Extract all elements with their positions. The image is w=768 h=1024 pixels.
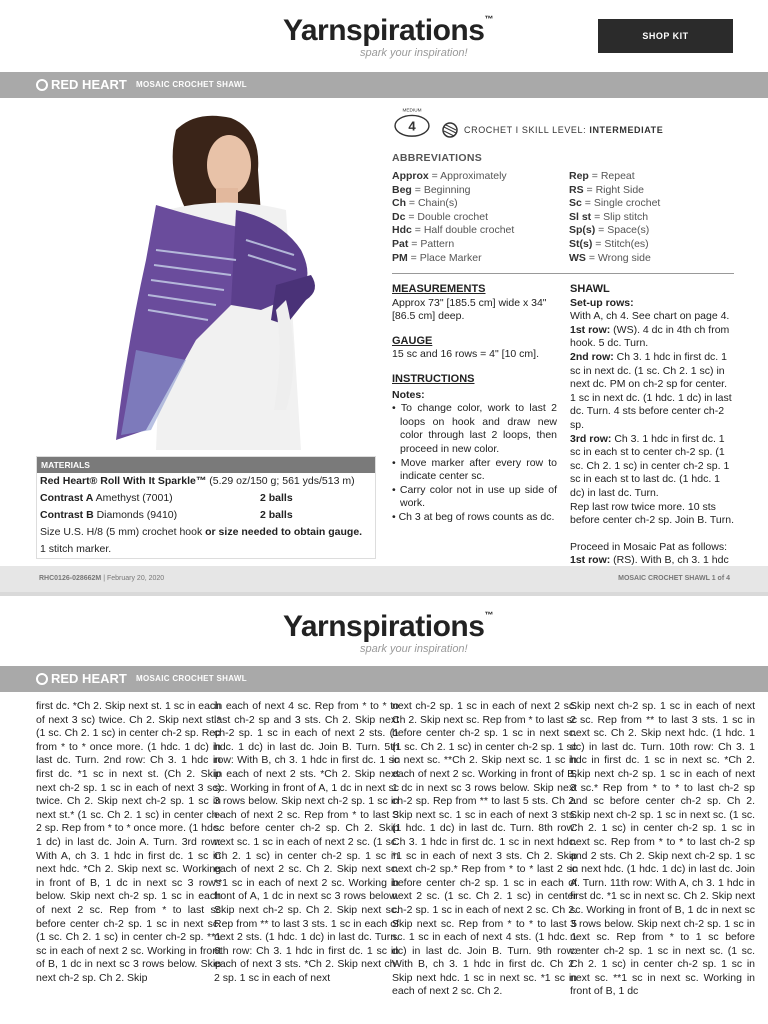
abbreviation-item: Rep = Repeat — [569, 170, 635, 182]
text-column-4: Skip next ch-2 sp. 1 sc in each of next 2 sc. Rep from ** to last 3 sts. 1 sc in next sc. Ch 2. Skip next hdc. (1 hdc. 1 dc) in last dc. Turn. 10th row: Ch 3. 1 hdc in first dc. 1 sc in next sc. *Ch 2. Skip next ch-2 sp. 1 sc in each of next 3 sc.* Rep from * to * to last ch-2 sp and sc before center ch-2 sp. Ch 2. Skip next ch-2 sp. 1 sc in next sc. (1 sc. Ch 2. 1 sc) in center ch-2 sp. 1 sc in next sc. Rep from * to * to last ch-2 sp and 2 sts. Ch 2. Skip next ch-2 sp. 1 sc in next hdc. (1 hdc. 1 dc) in last dc. Join A. Turn. 11th row: With A, ch 3. 1 hdc in first dc. *1 sc in next sc. Ch 2. Skip next sc. Working in front of B, 1 dc in next sc 3 rows below. Skip next ch-2 sp. 1 sc in next sc. Rep from * to 1 sc before center ch-2 sp. 1 sc in next sc. (1 sc. Ch 2. 1 sc) in center ch-2 sp. 1 sc in next sc. **1 sc in next sc. Working in front of B, 1 dc — [570, 700, 755, 998]
abbreviation-item: Pat = Pattern — [392, 237, 455, 250]
tagline: spark your inspiration! — [360, 47, 468, 59]
abbreviation-item: Hdc = Half double crochet — [392, 224, 515, 237]
divider — [392, 273, 734, 274]
svg-text:4: 4 — [408, 118, 416, 134]
abbreviation-item: Dc = Double crochet — [392, 210, 489, 223]
page-footer — [0, 566, 768, 592]
red-heart-logo: RED HEART — [36, 77, 127, 92]
skill-level-line: CROCHET I SKILL LEVEL: INTERMEDIATE — [464, 125, 664, 135]
heart-icon — [36, 79, 48, 91]
page-header — [0, 0, 768, 72]
yarnspirations-logo[interactable]: Yarnspirations™ — [283, 14, 493, 47]
mosaic-row-1: 1st row: (RS). With B, ch 3. 1 hdc — [570, 554, 729, 567]
text-column-2: in each of next 4 sc. Rep from * to * to last ch-2 sp and 3 sts. Ch 2. Skip next ch-2 sp. 1 sc in each of next 2 sts. (1 hdc. 1 dc) in last dc. Join B. Turn. 5th row: With B, ch 3. 1 hdc in first dc. 1 sc in each of next 2 sts. *Ch 2. Skip next sc. Working in front of A, 1 dc in next sc 3 rows below. Skip next ch-2 sp. 1 sc in each of next 2 sc. Rep from * to last 3 sc before center ch-2 sp. Ch 2. Skip next sc. 1 sc in each of next 2 sc. (1 sc. Ch 2. 1 sc) in center ch-2 sp. 1 sc in each of next 2 sc. Ch 2. Skip next sc. **1 sc in each of next 2 sc. Working in front of A, 1 dc in next sc 3 rows below. Skip next ch-2 sp. Ch 2. Skip next sc. Rep from ** to last 3 sts. 1 sc in each of next 2 sts. (1 hdc. 1 dc) in last dc. Turn. 6th row: Ch 3. 1 hdc in first dc. 1 sc in each of next 3 sts. *Ch 2. Skip next ch-2 sp. 1 sc in each of next — [214, 700, 399, 984]
shawl-photo — [36, 110, 376, 450]
contrast-a-line: Contrast A Amethyst (7001) 2 balls — [40, 492, 293, 504]
gauge-title: GAUGE — [392, 334, 433, 347]
row-1: 1st row: (WS). 4 dc in 4th ch from hook. 5 dc. Turn. — [570, 323, 730, 350]
red-heart-logo: RED HEART — [36, 671, 127, 686]
abbreviation-item: Ch = Chain(s) — [392, 197, 458, 210]
pattern-title: MOSAIC CROCHET SHAWL — [136, 80, 247, 89]
repeat-text: Rep last row twice more. 10 sts before center ch-2 sp. Join B. Turn. — [570, 500, 735, 527]
shawl-column — [570, 281, 735, 581]
proceed-text: Proceed in Mosaic Pat as follows: — [570, 540, 727, 553]
materials-box — [36, 456, 376, 559]
tagline: spark your inspiration! — [360, 643, 468, 655]
hook-line: Size U.S. H/8 (5 mm) crochet hook or size needed to obtain gauge. — [40, 526, 363, 538]
notes-list — [392, 402, 557, 524]
note-item: • Carry color not in use up side of work. — [392, 484, 557, 511]
yarn-line: Red Heart® Roll With It Sparkle™ (5.29 oz/150 g; 561 yds/513 m) — [40, 475, 355, 487]
note-item: • Move marker after every row to indicate center sc. — [392, 457, 557, 484]
abbreviation-item: RS = Right Side — [569, 183, 645, 196]
abbreviation-item: Approx = Approximately — [392, 170, 507, 182]
abbreviation-item: Sp(s) = Space(s) — [569, 224, 650, 237]
instructions-title: INSTRUCTIONS — [392, 372, 475, 385]
row-2: 2nd row: Ch 3. 1 hdc in first dc. 1 sc in next dc. (1 sc. Ch 2. 1 sc) in next dc. PM on ch-2 sp for center. 1 sc in next dc. (1 hdc. 1 dc) in last dc. Turn. 4 sts before center ch-2 sp. — [570, 350, 732, 431]
svg-text:MEDIUM: MEDIUM — [402, 107, 422, 113]
shawl-title: SHAWL — [570, 283, 610, 295]
gauge-text: 15 sc and 16 rows = 4" [10 cm]. — [392, 348, 540, 361]
measurements-title: MEASUREMENTS — [392, 283, 486, 295]
footer-code: RHC0126-028662M | February 20, 2020 — [39, 575, 165, 582]
yarn-weight-icon — [392, 106, 432, 138]
notes-title: Notes: — [392, 388, 425, 401]
page-2 — [0, 596, 768, 1024]
footer-page: MOSAIC CROCHET SHAWL 1 of 4 — [618, 575, 730, 582]
setup-title: Set-up rows: — [570, 296, 634, 309]
yarn-ball-icon — [440, 120, 460, 140]
heart-icon — [36, 673, 48, 685]
shop-kit-button[interactable]: SHOP KIT — [598, 19, 733, 53]
yarnspirations-logo[interactable]: Yarnspirations™ — [283, 610, 493, 643]
note-item: • Ch 3 at beg of rows counts as dc. — [392, 511, 557, 525]
text-column-1: first dc. *Ch 2. Skip next st. 1 sc in each of next 3 sc) twice. Ch 2. Skip next st.* (1 sc. Ch 2. 1 sc) in center ch-2 sp. Rep from * to * once more. (1 hdc. 1 dc) in last dc. Turn. 2nd row: Ch 3. 1 hdc in first dc. *1 sc in next st. (Ch 2. Skip next ch-2 sp. 1 sc in each of next 3 sc) twice. Ch 2. Skip next ch-2 sp. 1 sc in next st.* (1 sc. Ch 2. 1 sc) in center ch-2 sp. Rep from * to * once more. (1 hdc. 1 dc) in last dc. Join A. Turn. 3rd row: With A, ch 3. 1 hdc in first dc. 1 sc in next hdc. *Ch 2. Skip next sc. Working in front of B, 1 dc in next sc 3 rows below. Skip next ch-2 sp. 1 sc in each of next 2 sc. Rep from * to last sc before center ch-2 sp. 1 sc in next sc. (1 sc. Ch 2. 1 sc) in center ch-2 sp. **1 sc in each of next 2 sc. Working in front of B, 1 dc in next sc 3 rows below. Skip next ch-2 sp. Ch 2. Skip — [36, 700, 222, 984]
row-3: 3rd row: Ch 3. 1 hdc in first dc. 1 sc in each st to center ch-2 sp. (1 sc. Ch 2. 1 sc) in center ch-2 sp. 1 sc in each st to last dc. (1 hdc. 1 dc) in last dc. Turn. — [570, 432, 730, 499]
page-header — [0, 596, 768, 668]
setup-text: With A, ch 4. See chart on page 4. — [570, 310, 730, 323]
abbreviation-item: Sl st = Slip stitch — [569, 210, 649, 223]
abbreviation-item: Beg = Beginning — [392, 183, 471, 196]
abbreviation-item: St(s) = Stitch(es) — [569, 237, 649, 250]
pattern-band — [0, 666, 768, 692]
abbreviations-right — [569, 170, 734, 265]
abbreviation-item: WS = Wrong side — [569, 251, 651, 264]
measurements-text: Approx 73" [185.5 cm] wide x 34" [86.5 cm] deep. — [392, 296, 547, 323]
pattern-band — [0, 72, 768, 98]
note-item: • To change color, work to last 2 loops on hook and draw new color through last 2 loops, then proceed in new color. — [392, 402, 557, 456]
abbreviation-item: PM = Place Marker — [392, 251, 482, 264]
marker-line: 1 stitch marker. — [40, 543, 112, 555]
pattern-title: MOSAIC CROCHET SHAWL — [136, 674, 247, 683]
contrast-b-line: Contrast B Diamonds (9410) 2 balls — [40, 509, 293, 521]
info-column — [392, 281, 557, 525]
abbreviations-title: ABBREVIATIONS — [392, 152, 483, 164]
abbreviation-item: Sc = Single crochet — [569, 197, 661, 210]
materials-title: MATERIALS — [37, 457, 375, 473]
abbreviations-left — [392, 170, 562, 265]
text-column-3: next ch-2 sp. 1 sc in each of next 2 sc. Ch 2. Skip next sc. Rep from * to last sc before center ch-2 sp. 1 sc in next sc. (1 sc. Ch 2. 1 sc) in center ch-2 sp. 1 sc in next sc. **Ch 2. Skip next sc. 1 sc in each of next 2 sc. Working in front of B, 1 dc in next sc 3 rows below. Skip next ch-2 sp. Rep from ** to last 5 sts. Ch 2. Skip next sc. 1 sc in each of next 3 sts. (1 hdc. 1 dc) in last dc. Turn. 8th row: Ch 3. 1 hdc in first dc. 1 sc in next hdc. *1 sc in each of next 3 sts. Ch 2. Skip next ch-2 sp.* Rep from * to * last 2 sc before center ch-2 sp. 1 sc in each of next 2 sc. (1 sc. Ch 2. 1 sc) in center ch-2 sp. 1 sc in each of next 2 sc. Ch 2. Skip next sc. Rep from * to * to last 5 sc. 1 sc in each of next 4 sts. (1 hdc. 1 dc) in last dc. Join B. Turn. 9th row: With B, ch 3. 1 hdc in first dc. Ch 2. Skip next hdc. 1 sc in next sc. *1 sc in each of next 2 sc. Ch 2. — [392, 700, 577, 998]
